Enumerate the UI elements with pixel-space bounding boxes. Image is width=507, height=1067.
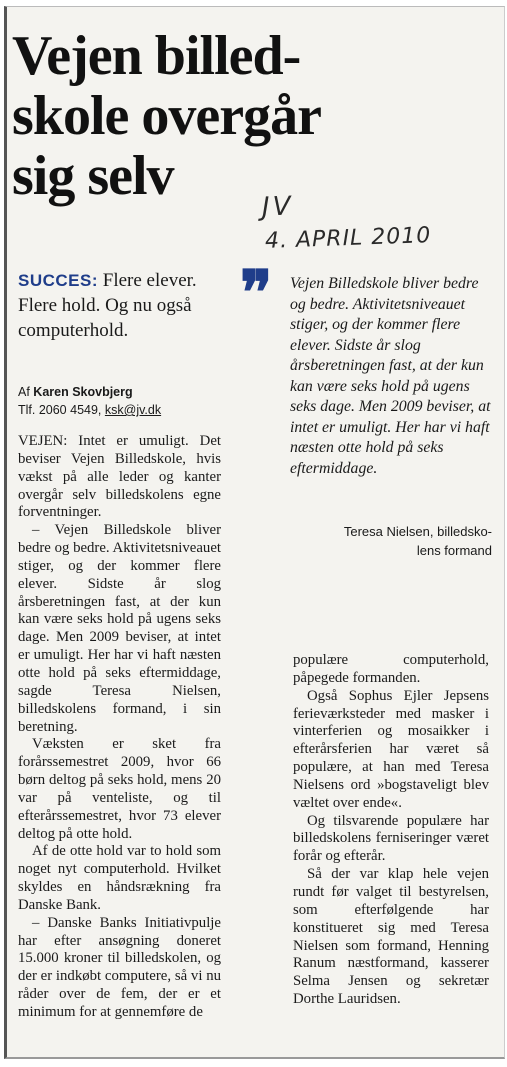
- body-paragraph: Og tilsvarende populære har billedskolens ferniseringer været forår og efterår.: [293, 812, 489, 865]
- byline-prefix: Af: [18, 385, 30, 399]
- quote-attribution-line: Teresa Nielsen, billedsko-: [343, 524, 492, 539]
- byline-author: Karen Skovbjerg: [33, 385, 133, 399]
- headline-line: Vejen billed-: [12, 25, 301, 87]
- quote-mark-icon: ❞: [240, 258, 273, 328]
- quote-attribution-line: lens formand: [416, 543, 492, 558]
- body-paragraph: Væksten er sket fra forårssemestret 2009, hvor 66 børn deltog på seks hold, mens 20 var på venteliste, og til efterårssemestret, hvor 73 elever deltog på otte hold.: [18, 736, 221, 842]
- headline-line: skole overgår: [12, 85, 321, 147]
- byline-email-link[interactable]: ksk@jv.dk: [104, 403, 162, 417]
- standfirst-text: Flere elever. Flere hold. Og nu også computerhold.: [18, 270, 197, 341]
- headline-line: sig selv: [12, 145, 174, 207]
- quote-attribution: [282, 522, 502, 560]
- handwritten-date: 4. APRIL 2010: [264, 223, 432, 254]
- headline: [12, 26, 432, 206]
- body-column-1: [18, 433, 221, 1022]
- body-paragraph: – Vejen Billedskole bliver bedre og bedre. Aktivitetsniveauet stiger, og der kommer flere elever. Sidste år slog årsberetningen fast, at der kun kan være seks hold på ugens seks dage. Men 2009 beviser, at intet er umuligt. Her har vi haft næsten otte hold på seks eftermiddage, sagde Teresa Nielsen, billedskolens formand, i sin beretning.: [18, 522, 221, 735]
- body-paragraph: Så der var klap hele vejen rundt før valget til bestyrelsen, som efterfølgende har konstitueret sig med Teresa Nielsen som formand, Henning Ranum næstformand, kasserer Selma Jensen og sekretær Dorthe Lauridsen.: [293, 866, 489, 1008]
- byline-phone: Tlf. 2060 4549,: [18, 403, 102, 417]
- pull-quote: Vejen Billedskole bliver bedre og bedre. Aktivitetsniveauet stiger, og der kommer flere elever. Sidste år slog årsberetningen fast, at der kun kan være seks hold på ugens seks dage. Men 2009 beviser, at intet er umuligt. Her har vi haft næsten otte hold på seks eftermiddage.: [290, 275, 491, 477]
- standfirst: [18, 268, 233, 343]
- body-paragraph: Af de otte hold var to hold som noget nyt computerhold. Hvilket skyldes en håndsrækning fra Danske Bank.: [18, 843, 221, 913]
- standfirst-kicker: SUCCES:: [18, 271, 99, 290]
- body-paragraph: VEJEN: Intet er umuligt. Det beviser Vejen Billedskole, hvis vækst på alle leder og kanter overgår selv billedskolens egne forventninger.: [18, 433, 221, 521]
- handwritten-paper-name: JV: [261, 191, 294, 223]
- body-paragraph: – Danske Banks Initiativpulje har efter ansøgning doneret 15.000 kroner til billedskolen, og der er indkøbt computere, så vi nu råder over de fem, der er et minimum for at gennemføre de: [18, 914, 221, 1020]
- body-paragraph: populære computerhold, påpegede formanden.: [293, 652, 489, 686]
- byline: [18, 383, 238, 419]
- body-column-2: [293, 652, 489, 1009]
- body-paragraph: Også Sophus Ejler Jepsens ferieværksteder med masker i vinterferien og mosaikker i efterårsferien har været så populære, at han med Teresa Nielsens ord »bogstaveligt blev væltet over ende«.: [293, 687, 489, 811]
